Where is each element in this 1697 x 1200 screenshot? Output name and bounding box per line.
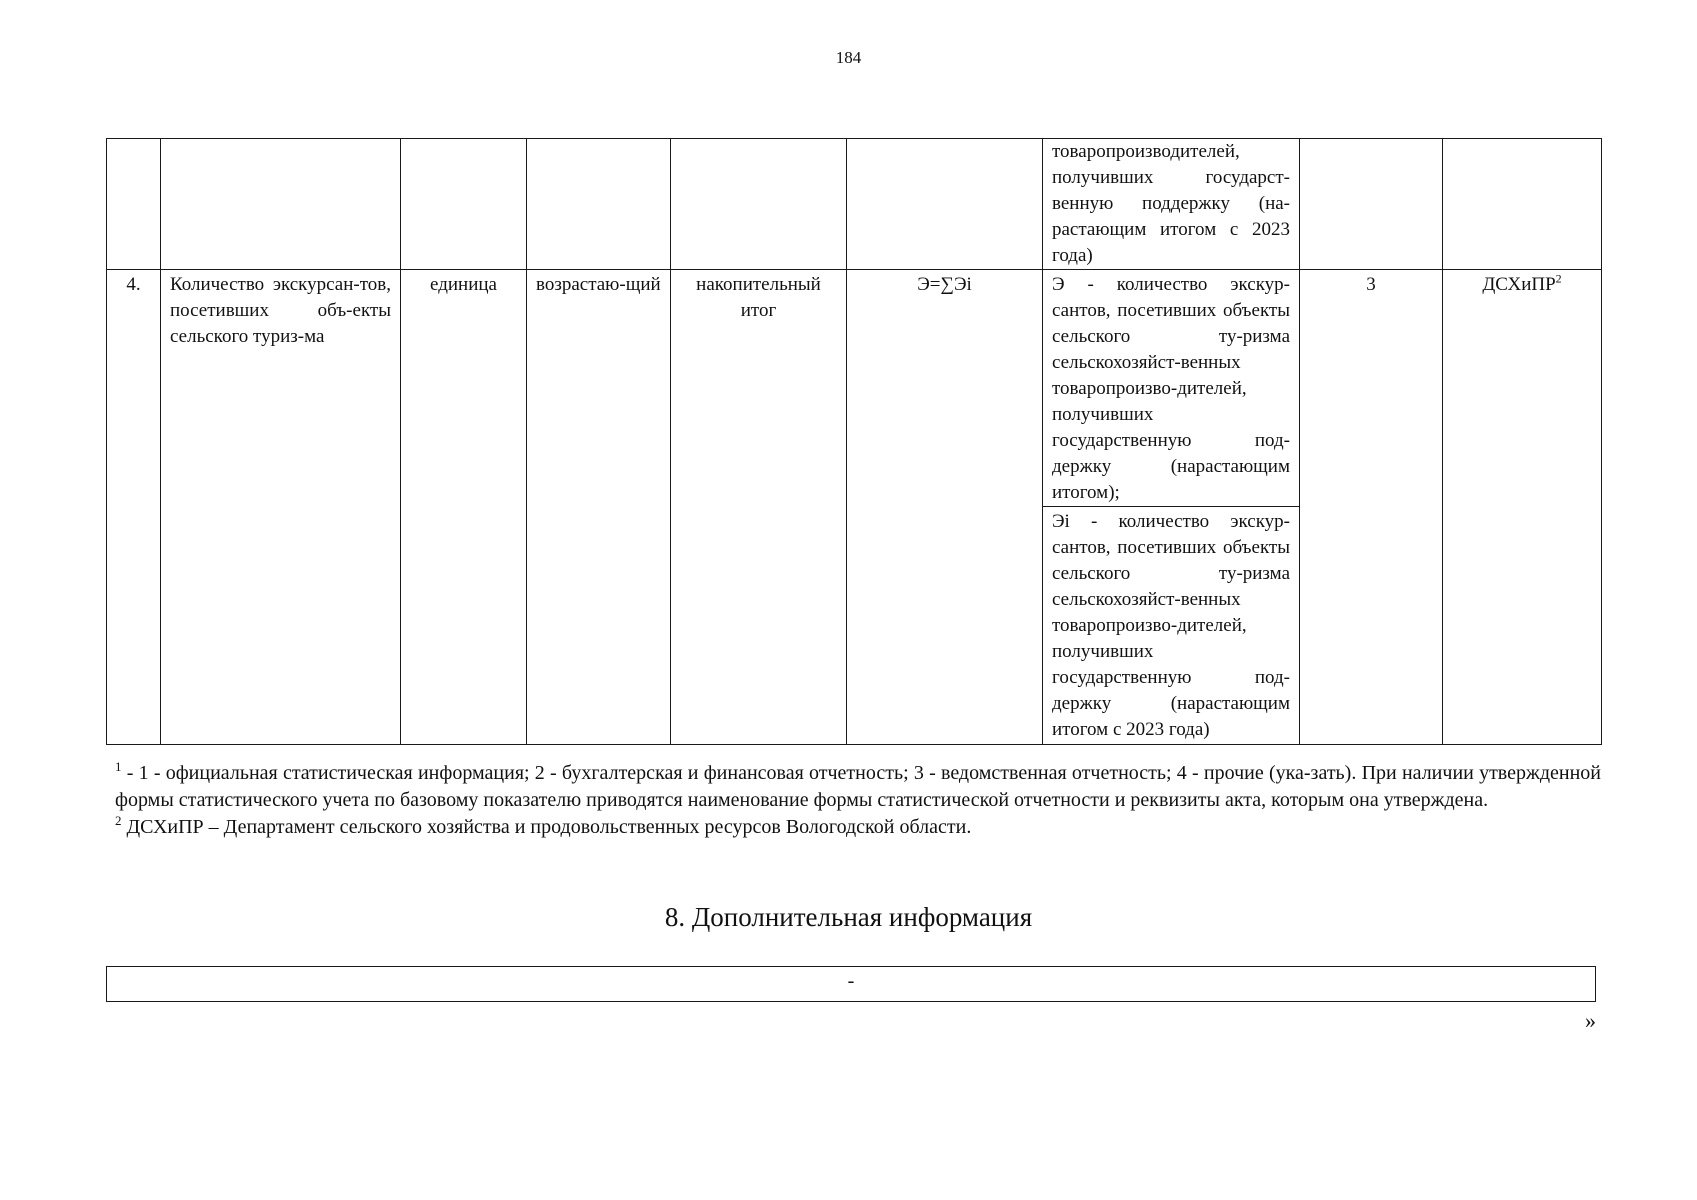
footnote-1 xyxy=(115,760,1601,814)
footnote-2-text: ДСХиПР – Департамент сельского хозяйства и продовольственных ресурсов Вологодской области. xyxy=(121,816,972,838)
footnote-1-marker: 1 xyxy=(115,759,122,774)
cell-name xyxy=(161,139,401,270)
footnotes xyxy=(115,760,1601,841)
closing-quote: » xyxy=(1585,1008,1596,1033)
indicator-description-1: Э - количество экскур-сантов, посетивших объекты сельского ту-ризма сельскохозяйст-венных товаропроизво-дителей, получивших государственную под-держку (нарастающим итогом); xyxy=(1043,270,1300,507)
indicator-name: Количество экскурсан-тов, посетивших объ-екты сельского туриз-ма xyxy=(161,270,401,745)
additional-info-content: - xyxy=(847,970,855,992)
page-number: 184 xyxy=(835,48,862,67)
indicator-type: накопительный итог xyxy=(671,270,847,745)
cell-unit xyxy=(401,139,527,270)
indicator-formula: Э=∑Эi xyxy=(847,270,1043,745)
cell-description-continued: товаропроизводителей, получивших государст-венную поддержку (на-растающим итогом с 2023 года) xyxy=(1043,139,1300,270)
row-number: 4. xyxy=(107,270,161,745)
footnote-2 xyxy=(115,814,1601,841)
indicator-direction: возрастаю-щий xyxy=(527,270,671,745)
indicator-source-method: 3 xyxy=(1300,270,1443,745)
indicator-unit: единица xyxy=(401,270,527,745)
table-row-continued xyxy=(107,139,1602,270)
cell-type xyxy=(671,139,847,270)
footnote-1-text: - 1 - официальная статистическая информация; 2 - бухгалтерская и финансовая отчетность; 3 - ведомственная отчетность; 4 - прочие (ука-зать). При наличии утвержденной формы статистического учета по базовому показателю приводятся наименование формы статистической отчетности и реквизиты акта, которым она утверждена. xyxy=(115,762,1601,811)
cell-formula xyxy=(847,139,1043,270)
cell-source-method xyxy=(1300,139,1443,270)
table-row-indicator-4 xyxy=(107,270,1602,507)
cell-number xyxy=(107,139,161,270)
responsible-name: ДСХиПР xyxy=(1482,274,1556,295)
cell-direction xyxy=(527,139,671,270)
responsible-footnote-marker: 2 xyxy=(1555,271,1562,286)
additional-info-box xyxy=(106,966,1596,1002)
indicator-responsible xyxy=(1443,270,1602,745)
indicator-description-2: Эi - количество экскур-сантов, посетивших объекты сельского ту-ризма сельскохозяйст-венных товаропроизво-дителей, получивших государственную под-держку (нарастающим итогом с 2023 года) xyxy=(1043,507,1300,745)
footnote-2-marker: 2 xyxy=(115,813,122,828)
indicator-table xyxy=(106,138,1602,745)
section-title: 8. Дополнительная информация xyxy=(664,902,1033,932)
cell-responsible xyxy=(1443,139,1602,270)
